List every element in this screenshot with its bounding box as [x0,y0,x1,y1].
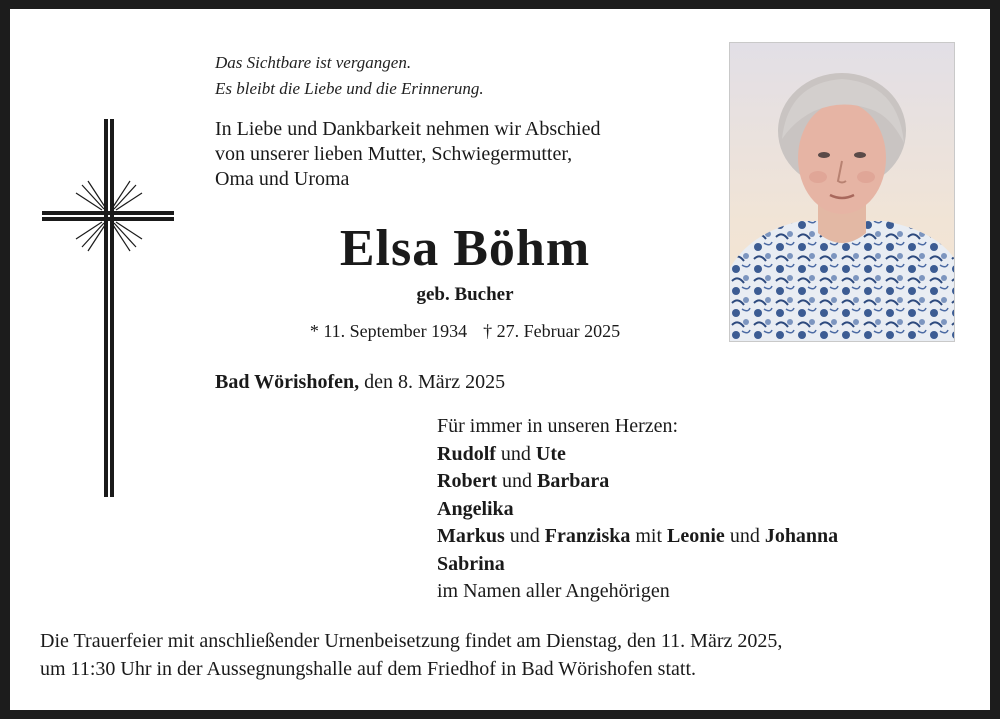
cross-icon [42,119,176,499]
funeral-line-1: Die Trauerfeier mit anschließender Urnenbeisetzung findet am Dienstag, den 11. März 2025, [40,630,783,652]
family-closing: im Namen aller Angehörigen [437,580,670,602]
family-line: Angelika [437,497,514,520]
intro-line-1: In Liebe und Dankbarkeit nehmen wir Abschied [215,118,601,140]
life-dates [215,321,715,342]
deceased-name: Elsa Böhm [339,220,591,277]
obituary-page [10,9,990,710]
family-list [437,413,838,606]
portrait-photo [729,42,955,342]
motto-line-1: Das Sichtbare ist vergangen. [215,53,412,72]
intro-line-3: Oma und Uroma [215,168,350,190]
family-line: Markus und Franziska mit Leonie und Johanna [437,525,839,547]
birth-date: * 11. September 1934 [309,321,468,341]
announcement-date: den 8. März 2025 [364,371,506,393]
maiden-name: geb. Bucher [416,284,514,305]
death-date: † 27. Februar 2025 [483,321,621,341]
family-line: Sabrina [437,552,505,575]
intro-line-2: von unserer lieben Mutter, Schwiegermutter, [215,143,573,165]
intro-text [215,117,600,192]
family-line: Robert und Barbara [437,470,610,492]
funeral-line-2: um 11:30 Uhr in der Aussegnungshalle auf dem Friedhof in Bad Wörishofen statt. [40,658,697,680]
place: Bad Wörishofen, [215,371,360,393]
family-heading: Für immer in unseren Herzen: [437,415,679,437]
place-date [215,371,505,394]
family-line: Rudolf und Ute [437,442,566,465]
portrait-image [730,43,954,341]
motto-line-2: Es bleibt die Liebe und die Erinnerung. [215,79,484,98]
funeral-notice [40,627,782,683]
motto [215,50,484,102]
